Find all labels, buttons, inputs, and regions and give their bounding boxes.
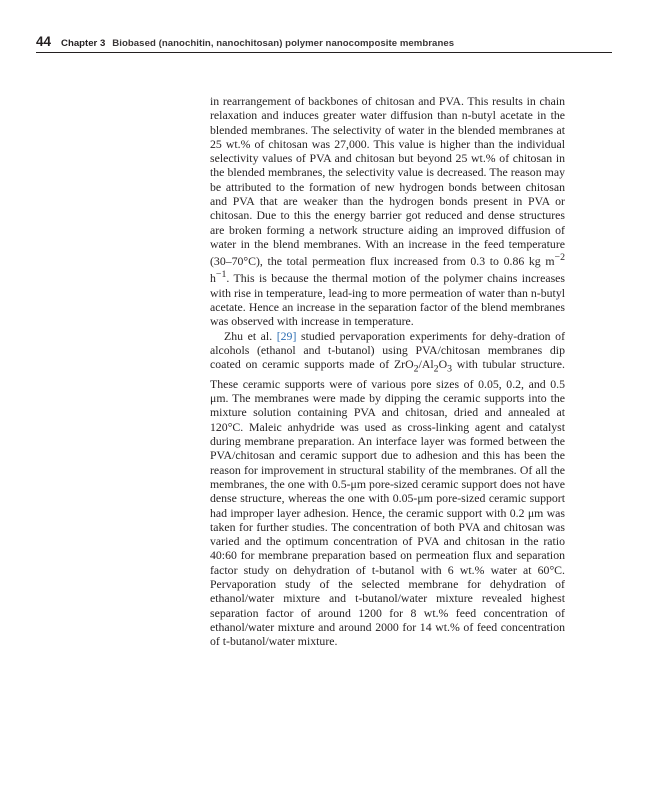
paragraph-2-text-a: Zhu et al. <box>224 328 277 343</box>
citation-link[interactable]: [29] <box>276 328 297 343</box>
header-rule <box>36 52 612 53</box>
paragraph-1-text-a: in rearrangement of backbones of chitosan and PVA. This results in chain relaxation and induces greater water diffusion than n-butyl acetate in the blended membranes. The selectivity of water in the blended membranes at 25 wt.% of chitosan was 27,000. This value is higher than the individual selectivity values of PVA and chitosan but beyond 25 wt.% of chitosan in the blended membranes, the selectivity value is decreased. The reason may be attributed to the formation of new hydrogen bonds between chitosan and PVA that are weaker than the hydrogen bonds present in PVA or chitosan. Due to this the energy barrier got reduced and dense structures are broken forming a network structure aiding an improved diffusion of water in the blend membranes. With an increase in the feed temperature (30–70°C), the total permeation flux increased from 0.3 to 0.86 kg m <box>210 94 565 269</box>
paragraph-2-text-c: /Al <box>418 357 434 372</box>
page-number: 44 <box>36 34 52 49</box>
paragraph-2-text-d: O <box>438 357 448 372</box>
body-text <box>210 94 565 648</box>
paragraph-2-text-e: with tubular structure. These ceramic supports were of various pore sizes of 0.05, 0.2, and 0.5 μm. The membranes were made by dipping the ceramic supports into the mixture solution containing PVA and chitosan, dried and annealed at 120°C. Maleic anhydride was used as cross-linking agent and catalyst during membrane preparation. An interface layer was formed between the PVA/chitosan and ceramic support due to adhesion and this has been the reason for improvement in structural stability of the membranes. Of all the membranes, the one with 0.5-μm pore-sized ceramic support does not have dense structure, whereas the one with 0.05-μm pore-sized ceramic support had improper layer adhesion. Hence, the ceramic support with 0.2 μm was taken for further studies. The concentration of both PVA and chitosan was varied and the optimum concentration of PVA and chitosan in the ratio 40:60 for membrane preparation based on permeation flux and separation factor study on dehydration of t-butanol with 6 wt.% water at 60°C. Pervaporation study of the selected membrane for dehydration of ethanol/water mixture and t-butanol/water mixture revealed highest separation factor of around 1200 for 8 wt.% feed concentration of ethanol/water mixture and around 2000 for 14 wt.% of feed concentration of t-butanol/water mixture. <box>210 357 565 649</box>
paragraph-1-text-c: . This is because the thermal motion of the polymer chains increases with rise in temperature, lead-ing to more permeation of water than n-butyl acetate. Hence an increase in the separation factor of the blend membranes was observed with increase in temperature. <box>210 271 565 329</box>
chapter-title: Biobased (nanochitin, nanochitosan) polymer nanocomposite membranes <box>112 38 455 49</box>
paragraph-2-text-b: studied pervaporation experiments for dehy-dration of alcohols (ethanol and t-butanol) using PVA/chitosan membranes dip coated on ceramic supports made of ZrO <box>210 328 565 372</box>
paragraph-2 <box>210 329 565 649</box>
paragraph-1-text-b: h <box>210 271 216 286</box>
chapter-label: Chapter 3 <box>61 38 106 49</box>
paragraph-1 <box>210 94 565 329</box>
subscript-o3: 3 <box>447 363 453 375</box>
subscript-al2: 2 <box>433 363 439 375</box>
running-header <box>36 34 612 52</box>
unit-exponent-m: −2 <box>554 252 565 264</box>
unit-exponent-h: −1 <box>215 269 227 281</box>
subscript-zro2: 2 <box>413 363 419 375</box>
